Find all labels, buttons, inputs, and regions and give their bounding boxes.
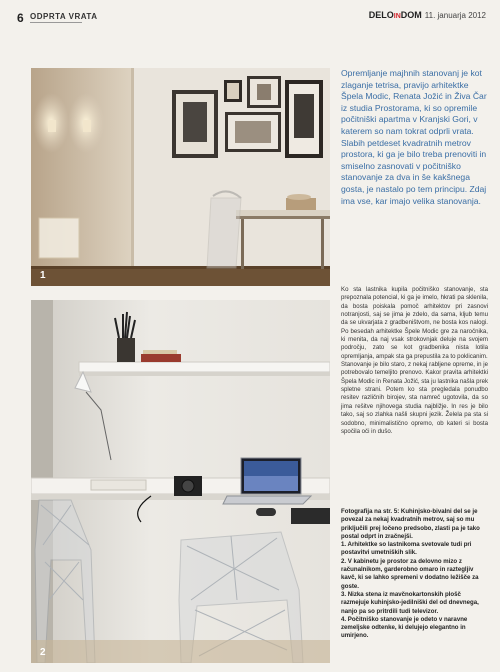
masthead-delo: DELO: [368, 10, 394, 20]
issue-date: 11. januarja 2012: [424, 11, 486, 20]
caption-item: 3. Nizka stena iz mavčnokartonskih plošč razmejuje kuhinjsko-jedilniški del od dnevnega, nanjo pa so pritrdili tudi televizor.: [341, 590, 479, 615]
lead-paragraph: Opremljanje majhnih stanovanj je kot zlaganje tetrisa, pravijo arhitektke Špela Modic, Renata Jožić in Živa Čar iz studia Prostorama, ki so opremile počitniški apartma v Kranjski Gori, v katerem so nam tokrat odprli vrata. Slabih petdeset kvadratnih metrov prostora, ki ga je bilo treba prenoviti in smiselno zasnovati v počitniško stanovanje za dva in še kakšnega gosta, je nastalo po tem principu. Zdaj ima vse, kar imajo velika stanovanja.: [341, 68, 487, 206]
masthead-dom: DOM: [400, 10, 422, 20]
photo-workspace: [31, 300, 330, 663]
living-room-illustration: [31, 68, 330, 286]
workspace-illustration: [31, 300, 330, 663]
masthead: [369, 10, 486, 20]
masthead-in: IN: [393, 13, 401, 20]
page-header: [0, 0, 500, 30]
photo-captions: [341, 508, 488, 641]
article-body: [341, 286, 488, 436]
section-title: ODPRTA VRATA: [30, 12, 98, 21]
caption-item: 2. V kabinetu je prostor za delovno mizo z računalnikom, garderobno omaro in raztegljiv kavč, ki se lahko spremeni v dodatno ležišče za goste.: [341, 557, 479, 590]
photo-number: 2: [40, 647, 46, 658]
caption-item: Fotografija na str. 5: Kuhinjsko-bivalni del se je povezal za nekaj kvadratnih metrov, saj so mu priključili prej ločeno predsobo, zlasti pa je tako postal odprt in zračnejši.: [341, 508, 480, 540]
caption-item: 1. Arhitektke so lastnikoma svetovale tudi pri postavitvi umetniških slik.: [341, 541, 472, 557]
body-paragraph: Ko sta lastnika kupila počitniško stanovanje, sta prepoznala potencial, ki ga je imelo, hkrati pa sklenila, da bosta poiskala pomoč arhitektov pri zasnovi notranjosti, saj se jima je zdelo, da sama, kljub temu da se ukvarjata z gradbeništvom, ne bosta kos nalogi. Po besedah arhitektke Špele Modic gre za naročnika, ki menita, da naj vsak strokovnjak deluje na svojem področju, zato se kot gradbenika nista lotila opremljanja, ampak sta ga prepustila za to poklicanim.: [341, 286, 488, 360]
photo-living-room: [31, 68, 330, 286]
caption-item: 4. Počitniško stanovanje je odeto v naravne zemeljske odtenke, ki delujejo elegantno in umirjeno.: [341, 615, 468, 640]
section-rule: [30, 22, 82, 23]
body-paragraph: Stanovanje je bilo staro, z nekaj rabljene opreme, in je potrebovalo temeljito prenovo. Kakor pravita arhitektki Špela Modic in Renata Jožić, sta ju lastnika našla prek spletne strani. Potem ko sta pregledala ponudbo resitev različnih birojev, sta namreč ugotovila, da so jima rešitve njihovega studia najbližje. In res je bilo tako, saj so zlahka našli skupni jezik. Želela pa sta si sodobno, minimalistično opremo, ob kateri si bosta spočila oči in dušo.: [341, 361, 489, 435]
photo-number: 1: [40, 270, 46, 281]
page-number: 6: [17, 11, 24, 25]
